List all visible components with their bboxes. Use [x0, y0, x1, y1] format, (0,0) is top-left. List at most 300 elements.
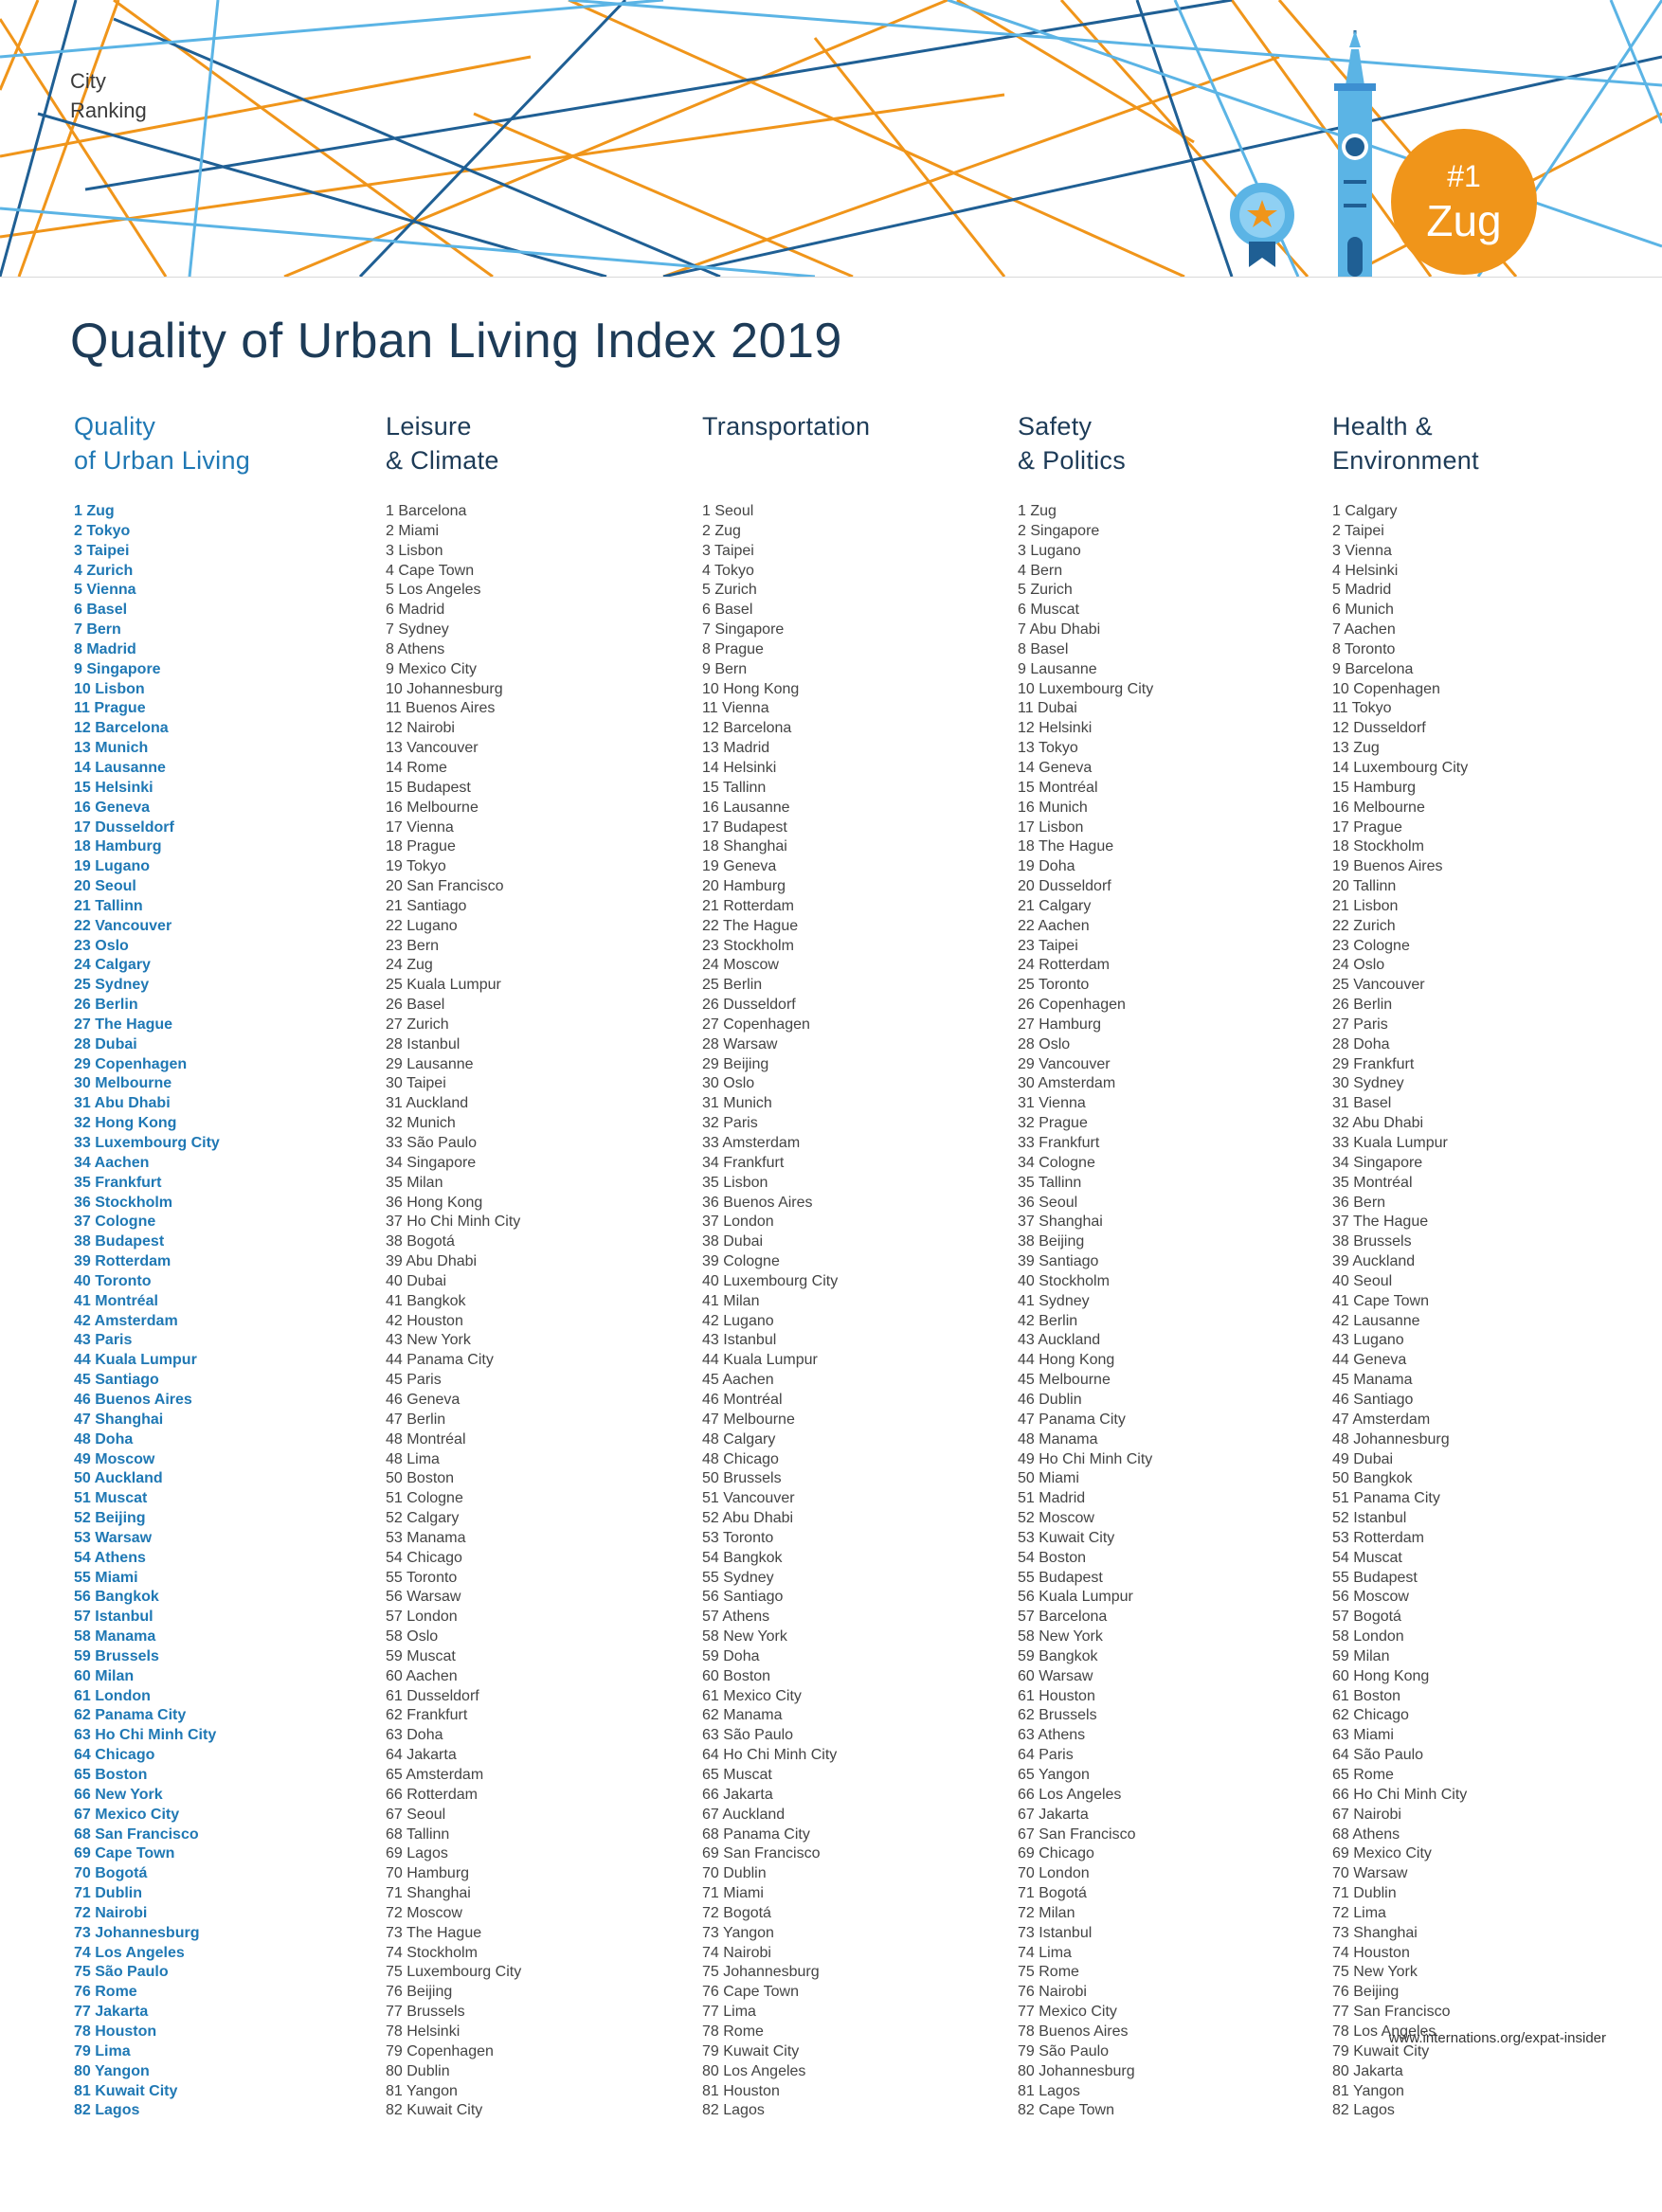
ranking-item: 61 Houston: [1018, 1687, 1095, 1704]
ranking-item: 67 Mexico City: [74, 1806, 180, 1823]
ranking-item: 11 Dubai: [1018, 700, 1077, 717]
ranking-item: 19 Buenos Aires: [1332, 858, 1443, 875]
ranking-item: 4 Tokyo: [702, 562, 754, 579]
ranking-item: 78 Houston: [74, 2023, 157, 2040]
ranking-item: 20 San Francisco: [386, 878, 504, 895]
ranking-item: 24 Zug: [386, 957, 433, 974]
ranking-list: [702, 502, 1005, 2121]
ranking-item: 36 Hong Kong: [386, 1194, 483, 1211]
top-city-badge: [1391, 129, 1537, 275]
ranking-list: [74, 502, 377, 2121]
ranking-item: 64 São Paulo: [1332, 1747, 1424, 1764]
ranking-item: 61 Dusseldorf: [386, 1687, 479, 1704]
ranking-item: 28 Warsaw: [702, 1035, 778, 1052]
ranking-item: 54 Athens: [74, 1549, 146, 1566]
ranking-item: 24 Calgary: [74, 957, 151, 974]
ranking-item: 76 Rome: [74, 1984, 137, 2001]
ranking-item: 67 Seoul: [386, 1806, 446, 1823]
column-header-line1: Health &: [1332, 412, 1433, 441]
ranking-item: 18 The Hague: [1018, 838, 1114, 855]
ranking-item: 5 Zurich: [702, 582, 757, 599]
ranking-item: 32 Paris: [702, 1115, 758, 1132]
column-header-line1: Quality: [74, 412, 156, 441]
ranking-item: 10 Hong Kong: [702, 680, 800, 697]
ranking-item: 1 Zug: [74, 503, 115, 519]
ranking-item: 38 Beijing: [1018, 1233, 1085, 1250]
ranking-item: 42 Lugano: [702, 1312, 774, 1329]
ranking-item: 28 Doha: [1332, 1035, 1390, 1052]
ranking-item: 68 San Francisco: [74, 1825, 199, 1843]
ranking-item: 26 Berlin: [1332, 997, 1393, 1014]
ranking-item: 65 Amsterdam: [386, 1767, 484, 1783]
ranking-item: 50 Brussels: [702, 1470, 782, 1487]
ranking-item: 3 Lugano: [1018, 542, 1081, 559]
ranking-item: 45 Melbourne: [1018, 1372, 1111, 1389]
ranking-item: 68 Tallinn: [386, 1825, 450, 1843]
ranking-item: 4 Bern: [1018, 562, 1063, 579]
ranking-item: 38 Brussels: [1332, 1233, 1412, 1250]
ranking-item: 30 Melbourne: [74, 1075, 172, 1092]
ranking-item: 65 Yangon: [1018, 1767, 1090, 1783]
ranking-item: 48 Manama: [1018, 1430, 1098, 1448]
ranking-item: 46 Santiago: [1332, 1391, 1414, 1408]
ranking-item: 15 Montréal: [1018, 779, 1098, 796]
ranking-item: 58 Oslo: [386, 1628, 439, 1646]
ranking-item: 81 Houston: [702, 2082, 780, 2099]
ranking-item: 68 Panama City: [702, 1825, 810, 1843]
ranking-item: 3 Lisbon: [386, 542, 443, 559]
ranking-item: 59 Milan: [1332, 1647, 1390, 1664]
ranking-item: 50 Auckland: [74, 1470, 163, 1487]
ranking-item: 55 Miami: [74, 1569, 138, 1586]
ranking-item: 10 Luxembourg City: [1018, 680, 1154, 697]
ranking-item: 9 Bern: [702, 660, 748, 677]
badge-rank: #1: [1447, 159, 1481, 193]
ranking-item: 4 Zurich: [74, 562, 134, 579]
ranking-item: 55 Toronto: [386, 1569, 458, 1586]
ranking-item: 64 Jakarta: [386, 1747, 457, 1764]
ranking-item: 48 Lima: [386, 1450, 440, 1467]
ranking-item: 58 London: [1332, 1628, 1404, 1646]
ranking-item: 25 Vancouver: [1332, 977, 1425, 994]
ranking-item: 52 Calgary: [386, 1510, 460, 1527]
ranking-item: 8 Madrid: [74, 640, 136, 657]
ranking-item: 41 Bangkok: [386, 1292, 466, 1309]
ranking-item: 31 Abu Dhabi: [74, 1095, 171, 1112]
ranking-item: 63 Miami: [1332, 1727, 1394, 1744]
ranking-item: 57 Bogotá: [1332, 1609, 1401, 1626]
ranking-item: 42 Lausanne: [1332, 1312, 1420, 1329]
ranking-item: 72 Nairobi: [74, 1904, 148, 1921]
footer-url[interactable]: www.internations.org/expat-insider: [1388, 2030, 1606, 2046]
ranking-item: 33 Frankfurt: [1018, 1135, 1100, 1151]
ranking-item: 26 Basel: [386, 997, 445, 1014]
ranking-item: 38 Budapest: [74, 1233, 165, 1250]
ranking-item: 4 Cape Town: [386, 562, 475, 579]
ranking-item: 62 Panama City: [74, 1707, 187, 1724]
section-label-line1: City: [70, 69, 106, 93]
ranking-item: 10 Johannesburg: [386, 680, 503, 697]
ranking-item: 76 Beijing: [1332, 1984, 1400, 2001]
ranking-item: 3 Vienna: [1332, 542, 1392, 559]
ranking-item: 71 Shanghai: [386, 1885, 471, 1902]
ranking-item: 13 Madrid: [702, 740, 770, 757]
ranking-item: 22 Aachen: [1018, 917, 1090, 934]
ranking-item: 35 Lisbon: [702, 1174, 768, 1191]
ranking-item: 4 Helsinki: [1332, 562, 1399, 579]
ranking-item: 48 Johannesburg: [1332, 1430, 1450, 1448]
ranking-item: 27 Copenhagen: [702, 1016, 810, 1033]
ranking-item: 54 Chicago: [386, 1549, 462, 1566]
ranking-item: 73 Istanbul: [1018, 1924, 1093, 1941]
ranking-item: 79 Kuwait City: [1332, 2042, 1430, 2059]
ranking-item: 18 Prague: [386, 838, 456, 855]
ranking-item: 2 Zug: [702, 522, 741, 539]
ranking-item: 65 Boston: [74, 1767, 148, 1783]
ranking-item: 67 Auckland: [702, 1806, 786, 1823]
ranking-item: 70 London: [1018, 1865, 1090, 1882]
ranking-item: 56 Santiago: [702, 1589, 784, 1606]
ranking-item: 40 Dubai: [386, 1272, 447, 1289]
ranking-item: 71 Dublin: [74, 1885, 143, 1902]
ranking-item: 69 Chicago: [1018, 1845, 1094, 1862]
ranking-item: 15 Helsinki: [74, 779, 154, 796]
ranking-item: 5 Zurich: [1018, 582, 1073, 599]
ranking-item: 39 Rotterdam: [74, 1253, 172, 1270]
ranking-item: 23 Stockholm: [702, 937, 794, 954]
ranking-item: 17 Dusseldorf: [74, 818, 174, 836]
ranking-item: 29 Beijing: [702, 1055, 769, 1072]
ranking-item: 34 Cologne: [1018, 1154, 1095, 1171]
ranking-item: 71 Miami: [702, 1885, 764, 1902]
ranking-item: 72 Bogotá: [702, 1904, 771, 1921]
ranking-item: 6 Munich: [1332, 602, 1394, 619]
ranking-item: 33 Luxembourg City: [74, 1135, 220, 1151]
ranking-item: 59 Muscat: [386, 1647, 456, 1664]
ranking-item: 16 Lausanne: [702, 799, 790, 816]
ranking-item: 66 Rotterdam: [386, 1786, 478, 1803]
column-header: [1332, 409, 1635, 502]
ranking-item: 15 Tallinn: [702, 779, 767, 796]
ranking-item: 20 Seoul: [74, 878, 136, 895]
ranking-item: 44 Panama City: [386, 1352, 494, 1369]
ranking-item: 53 Manama: [386, 1529, 466, 1546]
ranking-item: 37 The Hague: [1332, 1214, 1429, 1231]
column-header-line2: of Urban Living: [74, 446, 251, 475]
ranking-item: 47 Amsterdam: [1332, 1411, 1431, 1428]
ranking-item: 56 Warsaw: [386, 1589, 461, 1606]
ranking-item: 42 Amsterdam: [74, 1312, 178, 1329]
ranking-item: 66 Jakarta: [702, 1786, 773, 1803]
ranking-item: 75 São Paulo: [74, 1964, 169, 1981]
ranking-item: 75 Johannesburg: [702, 1964, 820, 1981]
ranking-item: 34 Singapore: [1332, 1154, 1423, 1171]
ranking-item: 2 Miami: [386, 522, 440, 539]
ranking-item: 56 Bangkok: [74, 1589, 159, 1606]
ranking-item: 70 Warsaw: [1332, 1865, 1408, 1882]
ranking-item: 23 Oslo: [74, 937, 129, 954]
ranking-item: 24 Moscow: [702, 957, 779, 974]
column-header: [1018, 409, 1321, 502]
ranking-item: 30 Sydney: [1332, 1075, 1404, 1092]
ranking-item: 18 Shanghai: [702, 838, 787, 855]
ranking-item: 60 Milan: [74, 1667, 135, 1684]
ranking-item: 54 Muscat: [1332, 1549, 1402, 1566]
ranking-item: 5 Los Angeles: [386, 582, 481, 599]
ranking-item: 82 Kuwait City: [386, 2102, 483, 2119]
ranking-item: 14 Helsinki: [702, 759, 777, 776]
ranking-item: 53 Kuwait City: [1018, 1529, 1115, 1546]
ranking-item: 11 Prague: [74, 700, 146, 717]
ranking-item: 28 Oslo: [1018, 1035, 1071, 1052]
ranking-item: 41 Montréal: [74, 1292, 158, 1309]
ranking-item: 11 Tokyo: [1332, 700, 1392, 717]
ranking-item: 1 Zug: [1018, 503, 1057, 519]
ranking-item: 70 Dublin: [702, 1865, 767, 1882]
ranking-item: 37 Ho Chi Minh City: [386, 1214, 521, 1231]
ranking-item: 10 Lisbon: [74, 680, 145, 697]
ranking-item: 7 Singapore: [702, 621, 785, 638]
ranking-item: 20 Hamburg: [702, 878, 786, 895]
ranking-item: 22 Vancouver: [74, 917, 172, 934]
ranking-item: 43 Auckland: [1018, 1332, 1101, 1349]
ranking-item: 58 New York: [702, 1628, 787, 1646]
ranking-item: 32 Hong Kong: [74, 1115, 177, 1132]
ranking-item: 50 Bangkok: [1332, 1470, 1413, 1487]
ranking-item: 24 Oslo: [1332, 957, 1385, 974]
ranking-item: 36 Buenos Aires: [702, 1194, 813, 1211]
column-header-line1: Safety: [1018, 412, 1093, 441]
ranking-item: 27 Paris: [1332, 1016, 1388, 1033]
ranking-item: 61 Mexico City: [702, 1687, 802, 1704]
ranking-item: 78 Los Angeles: [1332, 2023, 1436, 2040]
ranking-item: 53 Toronto: [702, 1529, 774, 1546]
ranking-item: 57 Athens: [702, 1609, 770, 1626]
ranking-item: 46 Buenos Aires: [74, 1391, 192, 1408]
ranking-item: 82 Lagos: [74, 2102, 140, 2119]
ranking-item: 64 Paris: [1018, 1747, 1074, 1764]
ranking-item: 43 Istanbul: [702, 1332, 777, 1349]
ranking-item: 79 Copenhagen: [386, 2042, 494, 2059]
ranking-item: 48 Chicago: [702, 1450, 779, 1467]
ranking-item: 20 Tallinn: [1332, 878, 1397, 895]
column-safety-politics: [1018, 409, 1321, 2121]
ranking-item: 22 Lugano: [386, 917, 458, 934]
ranking-item: 54 Bangkok: [702, 1549, 783, 1566]
ranking-item: 11 Buenos Aires: [386, 700, 496, 717]
ranking-item: 32 Munich: [386, 1115, 456, 1132]
ranking-item: 8 Toronto: [1332, 640, 1396, 657]
ranking-item: 74 Los Angeles: [74, 1944, 185, 1961]
column-header: [702, 409, 1005, 502]
ranking-item: 13 Zug: [1332, 740, 1380, 757]
ranking-item: 8 Prague: [702, 640, 764, 657]
ranking-item: 74 Lima: [1018, 1944, 1072, 1961]
ranking-item: 17 Budapest: [702, 818, 787, 836]
ranking-item: 6 Basel: [702, 602, 753, 619]
ranking-item: 52 Moscow: [1018, 1510, 1094, 1527]
ranking-item: 31 Auckland: [386, 1095, 469, 1112]
ranking-item: 72 Lima: [1332, 1904, 1386, 1921]
ranking-item: 36 Seoul: [1018, 1194, 1078, 1211]
ranking-item: 51 Muscat: [74, 1490, 148, 1507]
ranking-item: 26 Copenhagen: [1018, 997, 1126, 1014]
ranking-item: 1 Calgary: [1332, 503, 1398, 519]
ranking-item: 25 Sydney: [74, 977, 150, 994]
ranking-item: 28 Dubai: [74, 1035, 137, 1052]
ranking-item: 65 Muscat: [702, 1767, 772, 1783]
ranking-item: 64 Ho Chi Minh City: [702, 1747, 838, 1764]
ranking-item: 81 Yangon: [386, 2082, 458, 2099]
ranking-item: 71 Bogotá: [1018, 1885, 1087, 1902]
ranking-item: 64 Chicago: [74, 1747, 155, 1764]
ranking-item: 3 Taipei: [74, 542, 130, 559]
ranking-item: 12 Dusseldorf: [1332, 720, 1426, 737]
ranking-item: 76 Nairobi: [1018, 1984, 1087, 2001]
ranking-item: 77 Mexico City: [1018, 2004, 1117, 2021]
ranking-item: 78 Rome: [702, 2023, 764, 2040]
ranking-item: 44 Hong Kong: [1018, 1352, 1115, 1369]
ranking-item: 17 Lisbon: [1018, 818, 1084, 836]
ranking-list: [1332, 502, 1635, 2121]
ranking-item: 42 Houston: [386, 1312, 463, 1329]
ranking-item: 41 Sydney: [1018, 1292, 1090, 1309]
ranking-item: 19 Geneva: [702, 858, 777, 875]
ranking-item: 79 Lima: [74, 2042, 131, 2059]
ranking-item: 39 Abu Dhabi: [386, 1253, 478, 1270]
ranking-item: 77 Lima: [702, 2004, 756, 2021]
ranking-item: 40 Seoul: [1332, 1272, 1393, 1289]
ranking-item: 5 Madrid: [1332, 582, 1392, 599]
ranking-item: 7 Abu Dhabi: [1018, 621, 1101, 638]
ranking-item: 9 Mexico City: [386, 660, 478, 677]
ranking-item: 5 Vienna: [74, 582, 136, 599]
ranking-item: 29 Lausanne: [386, 1055, 474, 1072]
ranking-item: 59 Doha: [702, 1647, 760, 1664]
ranking-item: 36 Bern: [1332, 1194, 1386, 1211]
ranking-item: 79 Kuwait City: [702, 2042, 800, 2059]
badge-city: Zug: [1426, 196, 1502, 245]
ranking-item: 69 San Francisco: [702, 1845, 821, 1862]
ranking-item: 1 Seoul: [702, 503, 754, 519]
ranking-item: 67 Nairobi: [1332, 1806, 1401, 1823]
column-header: [386, 409, 689, 502]
ranking-item: 74 Houston: [1332, 1944, 1410, 1961]
section-label: [70, 66, 147, 125]
ranking-item: 19 Tokyo: [386, 858, 446, 875]
ranking-item: 61 London: [74, 1687, 151, 1704]
ranking-item: 33 Amsterdam: [702, 1135, 801, 1151]
ranking-item: 48 Calgary: [702, 1430, 776, 1448]
page-title: Quality of Urban Living Index 2019: [70, 314, 842, 369]
ranking-item: 41 Cape Town: [1332, 1292, 1429, 1309]
ranking-item: 68 Athens: [1332, 1825, 1400, 1843]
ranking-item: 48 Montréal: [386, 1430, 466, 1448]
ranking-item: 33 Kuala Lumpur: [1332, 1135, 1448, 1151]
ranking-item: 49 Moscow: [74, 1450, 155, 1467]
ranking-item: 63 Ho Chi Minh City: [74, 1727, 217, 1744]
ranking-item: 81 Yangon: [1332, 2082, 1404, 2099]
ranking-item: 3 Taipei: [702, 542, 754, 559]
ranking-item: 74 Stockholm: [386, 1944, 478, 1961]
ranking-item: 66 New York: [74, 1786, 163, 1803]
ranking-item: 14 Rome: [386, 759, 447, 776]
column-header: [74, 409, 377, 502]
ranking-item: 80 Yangon: [74, 2062, 150, 2079]
ranking-item: 17 Vienna: [386, 818, 454, 836]
ranking-item: 45 Aachen: [702, 1372, 774, 1389]
ranking-item: 73 Shanghai: [1332, 1924, 1418, 1941]
ranking-item: 33 São Paulo: [386, 1135, 478, 1151]
ranking-item: 25 Kuala Lumpur: [386, 977, 501, 994]
ranking-item: 2 Singapore: [1018, 522, 1100, 539]
ranking-item: 27 Hamburg: [1018, 1016, 1102, 1033]
column-header-line2: & Climate: [386, 446, 499, 475]
ranking-item: 21 Santiago: [386, 897, 467, 914]
ranking-item: 26 Berlin: [74, 997, 138, 1014]
ranking-item: 23 Taipei: [1018, 937, 1078, 954]
ranking-item: 30 Oslo: [702, 1075, 755, 1092]
ranking-item: 60 Warsaw: [1018, 1667, 1093, 1684]
ranking-item: 55 Budapest: [1332, 1569, 1418, 1586]
ranking-item: 14 Luxembourg City: [1332, 759, 1469, 776]
ranking-item: 6 Madrid: [386, 602, 445, 619]
ranking-item: 27 The Hague: [74, 1016, 173, 1033]
ranking-item: 39 Cologne: [702, 1253, 780, 1270]
header-banner: [0, 0, 1662, 277]
ranking-item: 9 Barcelona: [1332, 660, 1414, 677]
ranking-item: 78 Buenos Aires: [1018, 2023, 1129, 2040]
ranking-item: 74 Nairobi: [702, 1944, 771, 1961]
ranking-item: 38 Dubai: [702, 1233, 764, 1250]
ranking-item: 35 Frankfurt: [74, 1174, 162, 1191]
ranking-item: 24 Rotterdam: [1018, 957, 1110, 974]
ranking-item: 35 Montréal: [1332, 1174, 1413, 1191]
ranking-item: 16 Melbourne: [1332, 799, 1425, 816]
ranking-item: 29 Copenhagen: [74, 1055, 188, 1072]
ranking-item: 37 London: [702, 1214, 774, 1231]
ranking-item: 45 Manama: [1332, 1372, 1413, 1389]
ranking-item: 47 Panama City: [1018, 1411, 1126, 1428]
ranking-item: 78 Helsinki: [386, 2023, 461, 2040]
ranking-item: 72 Moscow: [386, 1904, 462, 1921]
ranking-item: 39 Auckland: [1332, 1253, 1416, 1270]
ranking-item: 46 Geneva: [386, 1391, 461, 1408]
ranking-item: 60 Boston: [702, 1667, 771, 1684]
ranking-item: 1 Barcelona: [386, 503, 467, 519]
ranking-item: 71 Dublin: [1332, 1885, 1397, 1902]
ranking-item: 59 Bangkok: [1018, 1647, 1098, 1664]
ranking-item: 62 Brussels: [1018, 1707, 1097, 1724]
ranking-item: 75 Luxembourg City: [386, 1964, 522, 1981]
ranking-item: 80 Dublin: [386, 2062, 450, 2079]
ranking-item: 53 Warsaw: [74, 1529, 153, 1546]
ranking-item: 73 Yangon: [702, 1924, 774, 1941]
ranking-item: 25 Berlin: [702, 977, 763, 994]
ranking-item: 65 Rome: [1332, 1767, 1394, 1783]
ranking-item: 12 Helsinki: [1018, 720, 1093, 737]
ranking-item: 16 Munich: [1018, 799, 1088, 816]
rosette-icon: [1230, 183, 1294, 267]
ranking-item: 81 Kuwait City: [74, 2082, 178, 2099]
ranking-item: 63 São Paulo: [702, 1727, 794, 1744]
ranking-item: 15 Budapest: [386, 779, 471, 796]
ranking-item: 32 Abu Dhabi: [1332, 1115, 1424, 1132]
ranking-item: 30 Amsterdam: [1018, 1075, 1116, 1092]
ranking-item: 21 Lisbon: [1332, 897, 1399, 914]
ranking-item: 34 Singapore: [386, 1154, 477, 1171]
ranking-item: 81 Lagos: [1018, 2082, 1080, 2099]
